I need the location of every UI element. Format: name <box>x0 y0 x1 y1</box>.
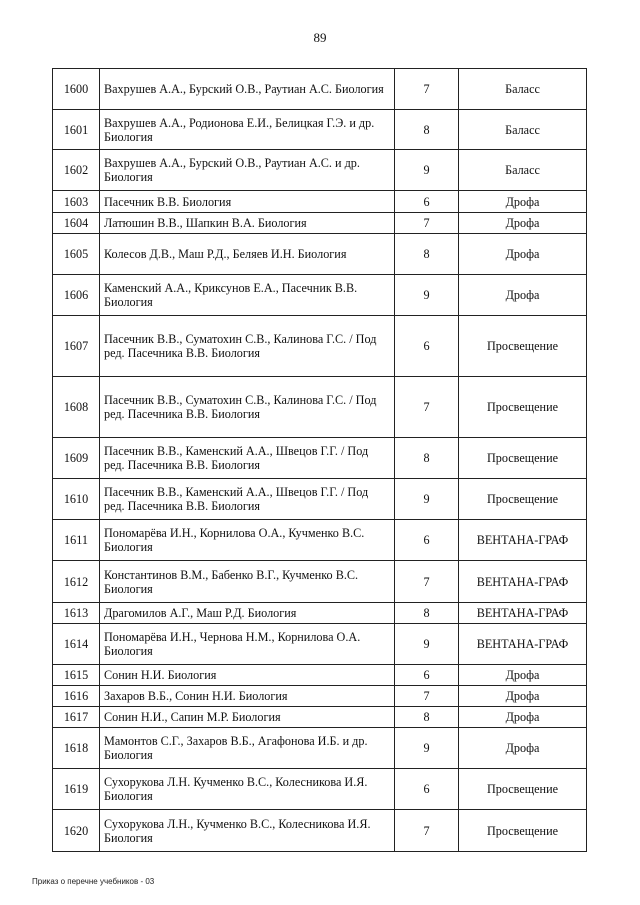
row-number: 1611 <box>53 520 100 561</box>
table-row <box>53 603 587 624</box>
row-authors: Драгомилов А.Г., Маш Р.Д. Биология <box>100 603 395 624</box>
row-grade: 8 <box>395 603 459 624</box>
row-grade: 8 <box>395 234 459 275</box>
row-grade: 6 <box>395 191 459 213</box>
row-grade: 7 <box>395 810 459 852</box>
row-number: 1618 <box>53 728 100 769</box>
row-authors: Сонин Н.И., Сапин М.Р. Биология <box>100 707 395 728</box>
table-row <box>53 707 587 728</box>
row-authors: Пасечник В.В., Каменский А.А., Швецов Г.Г. / Под ред. Пасечника В.В. Биология <box>100 438 395 479</box>
row-publisher: Дрофа <box>459 234 587 275</box>
row-grade: 6 <box>395 316 459 377</box>
row-authors: Захаров В.Б., Сонин Н.И. Биология <box>100 686 395 707</box>
row-publisher: ВЕНТАНА-ГРАФ <box>459 624 587 665</box>
row-authors: Сухорукова Л.Н., Кучменко В.С., Колесникова И.Я. Биология <box>100 810 395 852</box>
table-row <box>53 191 587 213</box>
row-publisher: ВЕНТАНА-ГРАФ <box>459 520 587 561</box>
row-number: 1608 <box>53 377 100 438</box>
row-grade: 9 <box>395 150 459 191</box>
row-authors: Пасечник В.В., Каменский А.А., Швецов Г.Г. / Под ред. Пасечника В.В. Биология <box>100 479 395 520</box>
row-number: 1600 <box>53 69 100 110</box>
row-authors: Каменский А.А., Криксунов Е.А., Пасечник В.В. Биология <box>100 275 395 316</box>
table-row <box>53 377 587 438</box>
row-publisher: Просвещение <box>459 479 587 520</box>
row-grade: 7 <box>395 69 459 110</box>
row-authors: Сухорукова Л.Н. Кучменко В.С., Колесникова И.Я. Биология <box>100 769 395 810</box>
row-number: 1609 <box>53 438 100 479</box>
row-publisher: Просвещение <box>459 769 587 810</box>
footer-note: Приказ о перечне учебников - 03 <box>32 877 155 886</box>
row-number: 1604 <box>53 213 100 234</box>
table-row <box>53 686 587 707</box>
row-number: 1607 <box>53 316 100 377</box>
row-grade: 8 <box>395 110 459 150</box>
table-row <box>53 110 587 150</box>
row-authors: Сонин Н.И. Биология <box>100 665 395 686</box>
row-number: 1603 <box>53 191 100 213</box>
row-publisher: Просвещение <box>459 810 587 852</box>
row-authors: Вахрушев А.А., Родионова Е.И., Белицкая Г.Э. и др. Биология <box>100 110 395 150</box>
table-row <box>53 810 587 852</box>
row-grade: 7 <box>395 686 459 707</box>
row-authors: Колесов Д.В., Маш Р.Д., Беляев И.Н. Биология <box>100 234 395 275</box>
row-authors: Пасечник В.В., Суматохин С.В., Калинова Г.С. / Под ред. Пасечника В.В. Биология <box>100 316 395 377</box>
row-grade: 8 <box>395 707 459 728</box>
row-publisher: Дрофа <box>459 191 587 213</box>
row-publisher: Просвещение <box>459 316 587 377</box>
page-number: 89 <box>313 30 327 45</box>
row-publisher: Дрофа <box>459 728 587 769</box>
row-number: 1614 <box>53 624 100 665</box>
row-number: 1610 <box>53 479 100 520</box>
row-publisher: Дрофа <box>459 665 587 686</box>
row-number: 1613 <box>53 603 100 624</box>
row-number: 1602 <box>53 150 100 191</box>
row-number: 1616 <box>53 686 100 707</box>
row-grade: 6 <box>395 665 459 686</box>
row-grade: 6 <box>395 769 459 810</box>
row-number: 1606 <box>53 275 100 316</box>
table-row <box>53 275 587 316</box>
row-publisher: Дрофа <box>459 275 587 316</box>
row-publisher: Дрофа <box>459 213 587 234</box>
row-authors: Пономарёва И.Н., Чернова Н.М., Корнилова О.А. Биология <box>100 624 395 665</box>
row-authors: Константинов В.М., Бабенко В.Г., Кучменко В.С. Биология <box>100 561 395 603</box>
row-grade: 7 <box>395 213 459 234</box>
table-row <box>53 520 587 561</box>
row-publisher: Дрофа <box>459 686 587 707</box>
row-grade: 7 <box>395 561 459 603</box>
table-row <box>53 624 587 665</box>
table-row <box>53 69 587 110</box>
row-publisher: ВЕНТАНА-ГРАФ <box>459 561 587 603</box>
row-publisher: ВЕНТАНА-ГРАФ <box>459 603 587 624</box>
table-row <box>53 438 587 479</box>
row-publisher: Дрофа <box>459 707 587 728</box>
row-publisher: Баласс <box>459 110 587 150</box>
table-row <box>53 665 587 686</box>
row-grade: 9 <box>395 479 459 520</box>
table-row <box>53 234 587 275</box>
row-number: 1617 <box>53 707 100 728</box>
row-number: 1615 <box>53 665 100 686</box>
row-grade: 8 <box>395 438 459 479</box>
row-number: 1601 <box>53 110 100 150</box>
row-authors: Пономарёва И.Н., Корнилова О.А., Кучменко В.С. Биология <box>100 520 395 561</box>
row-authors: Мамонтов С.Г., Захаров В.Б., Агафонова И.Б. и др. Биология <box>100 728 395 769</box>
row-number: 1612 <box>53 561 100 603</box>
textbook-table <box>52 68 587 852</box>
table-row <box>53 479 587 520</box>
row-number: 1620 <box>53 810 100 852</box>
row-authors: Латюшин В.В., Шапкин В.А. Биология <box>100 213 395 234</box>
row-authors: Вахрушев А.А., Бурский О.В., Раутиан А.С. и др. Биология <box>100 150 395 191</box>
row-grade: 9 <box>395 624 459 665</box>
row-grade: 7 <box>395 377 459 438</box>
row-publisher: Баласс <box>459 150 587 191</box>
row-authors: Вахрушев А.А., Бурский О.В., Раутиан А.С. Биология <box>100 69 395 110</box>
row-authors: Пасечник В.В. Биология <box>100 191 395 213</box>
row-grade: 9 <box>395 728 459 769</box>
row-number: 1619 <box>53 769 100 810</box>
row-publisher: Баласс <box>459 69 587 110</box>
table-row <box>53 769 587 810</box>
table-row <box>53 316 587 377</box>
row-number: 1605 <box>53 234 100 275</box>
row-publisher: Просвещение <box>459 438 587 479</box>
row-publisher: Просвещение <box>459 377 587 438</box>
row-authors: Пасечник В.В., Суматохин С.В., Калинова Г.С. / Под ред. Пасечника В.В. Биология <box>100 377 395 438</box>
table-row <box>53 728 587 769</box>
table-row <box>53 150 587 191</box>
row-grade: 6 <box>395 520 459 561</box>
table-row <box>53 561 587 603</box>
row-grade: 9 <box>395 275 459 316</box>
table-row <box>53 213 587 234</box>
